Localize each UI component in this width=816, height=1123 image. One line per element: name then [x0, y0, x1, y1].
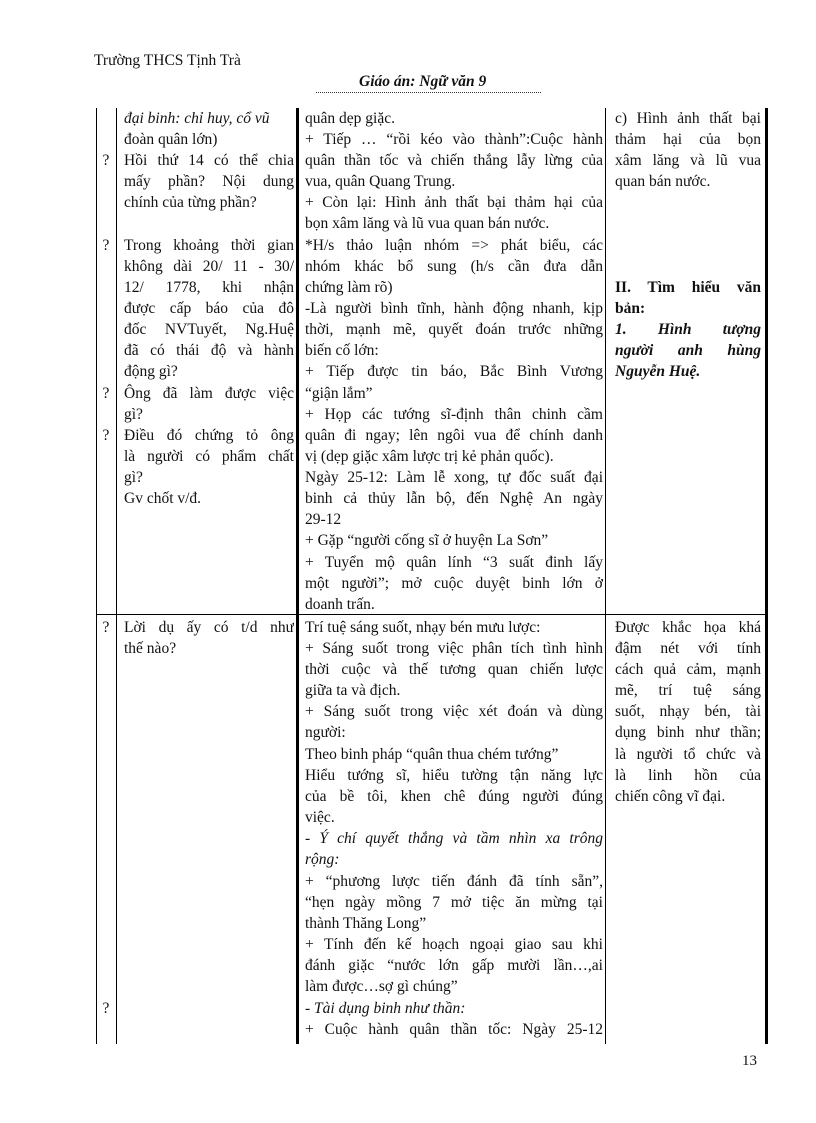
content-line: + Tuyển mộ quân lính “3 suất đinh lấy	[305, 554, 603, 571]
content-line: chứng làm rõ)	[305, 279, 393, 296]
content-line: là người tổ chức và	[615, 746, 761, 763]
question-mark: ?	[102, 1000, 110, 1017]
content-line: -Là người bình tĩnh, hành động nhanh, kịp	[305, 300, 603, 317]
content-line: quân thần tốc và chiến thắng lẫy lừng của	[305, 152, 603, 169]
activity-line: Ông đã làm được việc	[124, 385, 294, 402]
section-heading-c: c) Hình ảnh thất bại	[615, 110, 761, 127]
activity-line: mấy phần? Nội dung	[124, 173, 294, 190]
content-line: thời cuộc và thế tương quan chiến lược	[305, 661, 603, 678]
content-line: thời, mạnh mẽ, quyết đoán trước những	[305, 321, 603, 338]
content-line: người:	[305, 724, 346, 741]
activity-line: không dài 20/ 11 - 30/	[124, 258, 294, 275]
content-line: thảm hại của bọn	[615, 131, 761, 148]
content-line: + Tiếp được tin báo, Bắc Bình Vương	[305, 363, 603, 380]
content-line: là linh hồn của	[615, 767, 761, 784]
content-line: + Sáng suốt trong việc xét đoán và dùng	[305, 703, 603, 720]
content-line: dụng binh như thần;	[615, 724, 761, 741]
activity-line: Hồi thứ 14 có thể chia	[124, 152, 294, 169]
subsection-heading: 1. Hình tượng	[615, 321, 761, 338]
content-line: + Sáng suốt trong việc phân tích tình hình	[305, 640, 603, 657]
section-heading-ii: II. Tìm hiểu văn	[615, 279, 761, 296]
content-line: + Gặp “người cống sĩ ở huyện La Sơn”	[305, 532, 549, 549]
content-line: của bề tôi, khen chê đúng người đúng	[305, 788, 603, 805]
question-mark: ?	[102, 427, 110, 444]
table-border-right	[765, 108, 768, 1044]
content-line: quân đi ngay; lên ngôi vua để chính danh	[305, 427, 603, 444]
content-line: rộng:	[305, 851, 340, 868]
table-border-left	[96, 108, 97, 1044]
content-line: quân dẹp giặc.	[305, 110, 395, 127]
activity-line: gì?	[124, 406, 143, 423]
activity-line: đại binh: chỉ huy, cổ vũ	[124, 110, 270, 127]
activity-line: được cấp báo của đô	[124, 300, 294, 317]
content-line: - Tài dụng binh như thần:	[305, 1000, 466, 1017]
table-border-question	[116, 108, 117, 1044]
content-line: Trí tuệ sáng suốt, nhạy bén mưu lược:	[305, 619, 541, 636]
content-line: Hiểu tướng sĩ, hiểu tường tận năng lực	[305, 767, 603, 784]
content-line: quan bán nước.	[615, 173, 711, 190]
content-line: Theo binh pháp “quân thua chém tướng”	[305, 746, 559, 763]
lesson-plan-title: Giáo án: Ngữ văn 9	[359, 73, 487, 90]
activity-line: đoàn quân lớn)	[124, 131, 218, 148]
content-line: + Tiếp … “rồi kéo vào thành”:Cuộc hành	[305, 131, 603, 148]
content-line: + Cuộc hành quân thần tốc: Ngày 25-12	[305, 1021, 603, 1038]
question-mark: ?	[102, 237, 110, 254]
question-mark: ?	[102, 385, 110, 402]
content-line: vị (dẹp giặc xâm lược trị kẻ phản quốc).	[305, 448, 554, 465]
content-line: đậm nét với tính	[615, 640, 761, 657]
activity-line: Lời dụ ấy có t/d như	[124, 619, 294, 636]
activity-line: thế nào?	[124, 640, 177, 657]
content-line: chiến công vĩ đại.	[615, 788, 726, 805]
activity-line: là người có phẩm chất	[124, 448, 294, 465]
content-line: giữa ta và địch.	[305, 682, 401, 699]
subsection-heading: Nguyễn Huệ.	[615, 363, 701, 380]
page-number: 13	[742, 1053, 757, 1069]
content-line: việc.	[305, 809, 335, 826]
activity-line: đã có thái độ và hành	[124, 342, 294, 359]
activity-line: chính của từng phần?	[124, 194, 257, 211]
table-border-activity	[296, 108, 299, 1044]
content-line: một người”; mở cuộc duyệt binh lớn ở	[305, 575, 603, 592]
table-border-content	[605, 108, 606, 1044]
activity-line: Điều đó chứng tỏ ông	[124, 427, 294, 444]
content-line: + Còn lại: Hình ảnh thất bại thảm hại của	[305, 194, 603, 211]
content-line: + Tính đến kế hoạch ngoại giao sau khi	[305, 936, 603, 953]
content-line: Được khắc họa khá	[615, 619, 761, 636]
content-line: biến cố lớn:	[305, 342, 379, 359]
activity-line: động gì?	[124, 363, 178, 380]
content-line: + Họp các tướng sĩ-định thân chinh cầm	[305, 406, 603, 423]
content-line: binh cả thủy lẫn bộ, đến Nghệ An ngày	[305, 490, 603, 507]
content-line: Ngày 25-12: Làm lễ xong, tự đốc suất đại	[305, 469, 603, 486]
content-line: bọn xâm lăng và lũ vua quan bán nước.	[305, 215, 550, 232]
content-line: suốt, nhạy bén, tài	[615, 703, 761, 720]
activity-line: đốc NVTuyết, Ng.Huệ	[124, 321, 294, 338]
activity-line: 12/ 1778, khi nhận	[124, 279, 294, 296]
content-line: doanh trấn.	[305, 596, 375, 613]
content-line: + “phương lược tiến đánh đã tính sẵn”,	[305, 873, 603, 890]
content-line: nhóm khác bổ sung (h/s cần đưa dẫn	[305, 258, 603, 275]
content-line: “hẹn ngày mồng 7 mở tiệc ăn mừng tại	[305, 894, 603, 911]
activity-line: gì?	[124, 469, 143, 486]
activity-line: Trong khoảng thời gian	[124, 237, 294, 254]
question-mark: ?	[102, 152, 110, 169]
content-line: thành Thăng Long”	[305, 915, 427, 932]
dotted-divider	[316, 92, 541, 93]
content-line: “giận lắm”	[305, 385, 373, 402]
content-line: - Ý chí quyết thắng và tầm nhìn xa trông	[305, 830, 603, 847]
school-name: Trường THCS Tịnh Trà	[94, 52, 241, 69]
content-line: 29-12	[305, 511, 342, 528]
content-line: vua, quân Quang Trung.	[305, 173, 456, 190]
content-line: mẽ, trí tuệ sáng	[615, 682, 761, 699]
subsection-heading: người anh hùng	[615, 342, 761, 359]
section-heading-ii: bản:	[615, 300, 646, 317]
content-line: xâm lăng và lũ vua	[615, 152, 761, 169]
content-line: *H/s thảo luận nhóm => phát biểu, các	[305, 237, 603, 254]
content-line: đánh giặc “nước lớn gấp mười lần…,ai	[305, 957, 603, 974]
content-line: cách quả cảm, mạnh	[615, 661, 761, 678]
content-line: làm được…sợ gì chúng”	[305, 978, 458, 995]
activity-line: Gv chốt v/đ.	[124, 490, 202, 507]
question-mark: ?	[102, 619, 110, 636]
